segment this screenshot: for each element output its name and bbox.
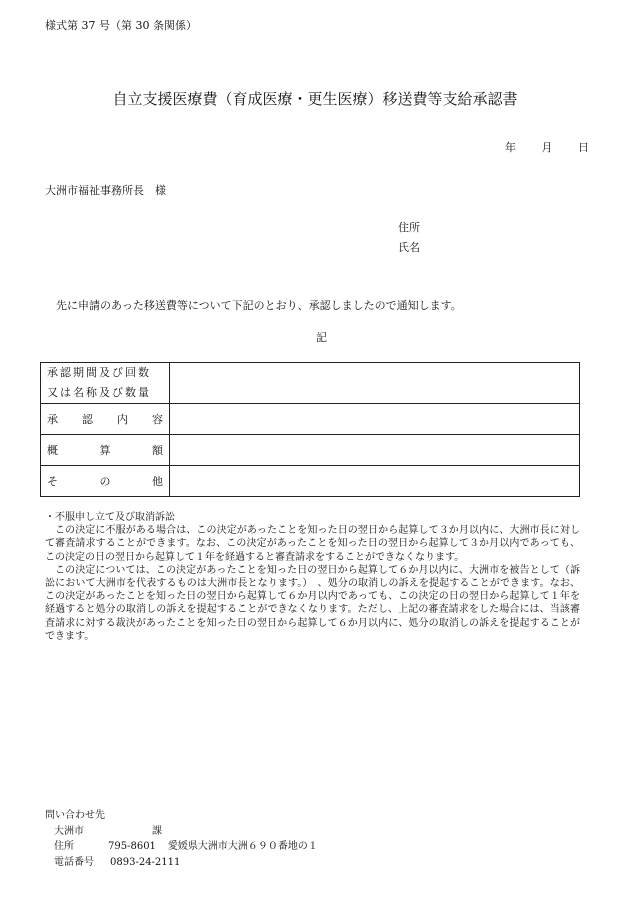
appeal-heading: ・不服申し立て及び取消訴訟 [45, 512, 175, 523]
period-count-label-line1: 承認期間及び回数 [47, 366, 151, 379]
addressee: 大洲市福祉事務所長 様 [45, 184, 166, 197]
date-year-label: 年 [505, 141, 516, 154]
table-row [41, 466, 580, 497]
contact-address: 愛媛県大洲市大洲６９０番地の１ [167, 841, 318, 852]
period-count-label [41, 363, 170, 404]
applicant-address-label: 住所 [398, 221, 420, 234]
contact-phone: 0893-24-2111 [110, 856, 181, 868]
estimated-amount-value[interactable] [170, 435, 580, 466]
ki-heading: 記 [316, 331, 327, 344]
other-value[interactable] [170, 466, 580, 497]
approval-table [40, 362, 580, 497]
contact-phone-label: 電話番号 [54, 856, 94, 868]
contact-office-row [45, 824, 318, 840]
period-count-label-line2: 又は名称及び数量 [47, 386, 151, 399]
label-char: 認 [82, 413, 93, 426]
label-char: そ [47, 475, 58, 488]
table-row [41, 435, 580, 466]
label-char: の [99, 475, 111, 488]
table-row [41, 363, 580, 404]
document-title: 自立支援医療費（育成医療・更生医療）移送費等支給承認書 [112, 90, 518, 108]
appeal-paragraph-1: この決定に不服がある場合は、この決定があったことを知った日の翌日から起算して３か月以内に、大洲市長に対して審査請求することができます。なお、この決定があったことを知った日の翌日から起算して３か月以内であっても、この決定の日の翌日から起算して１年を経過すると審査請求をすることができなくなります。 [45, 525, 580, 563]
date-day-label: 日 [578, 141, 589, 154]
contact-section: 課 [152, 825, 162, 837]
label-char: 容 [152, 413, 163, 426]
appeal-paragraph-2: この決定については、この決定があったことを知った日の翌日から起算して６か月以内に、大洲市を被告として（訴訟において大洲市を代表するものは大洲市長となります。） 、処分の取消しの訴えを提起することができます。なお、この決定があったことを知った日の翌日から起算して６か月以内であっても、この決定の日の翌日から起算して１年を経過すると処分の取消しの訴えを提起することができなくなります。ただし、上記の審査請求をした場合には、当該審査請求に対する裁決があったことを知った日の翌日から起算して６か月以内に、処分の取消しの訴えを提起することができます。 [45, 564, 580, 642]
contact-address-row [45, 839, 318, 855]
other-label [41, 466, 170, 497]
contact-heading: 問い合わせ先 [45, 810, 105, 821]
label-char: 内 [117, 413, 128, 426]
contact-phone-row [45, 855, 318, 871]
date-line [505, 139, 589, 155]
form-number: 様式第 37 号（第 30 条関係） [45, 19, 197, 32]
approval-content-value[interactable] [170, 404, 580, 435]
date-month-label: 月 [541, 141, 553, 154]
label-char: 概 [47, 444, 58, 457]
label-char: 承 [47, 413, 58, 426]
label-char: 額 [152, 444, 163, 457]
period-count-value[interactable] [170, 363, 580, 404]
table-row [41, 404, 580, 435]
approval-content-label [41, 404, 170, 435]
contact-address-label: 住所 [54, 841, 74, 852]
label-char: 他 [152, 475, 163, 488]
applicant-name-label: 氏名 [398, 241, 420, 254]
label-char: 算 [99, 444, 111, 457]
contact-postal-code: 795-8601 [108, 841, 156, 852]
contact-block [45, 808, 318, 870]
intro-text: 先に申請のあった移送費等について下記のとおり、承認しましたので通知します。 [56, 299, 462, 312]
estimated-amount-label [41, 435, 170, 466]
appeal-notice [45, 511, 580, 643]
contact-office: 大洲市 [54, 825, 84, 837]
